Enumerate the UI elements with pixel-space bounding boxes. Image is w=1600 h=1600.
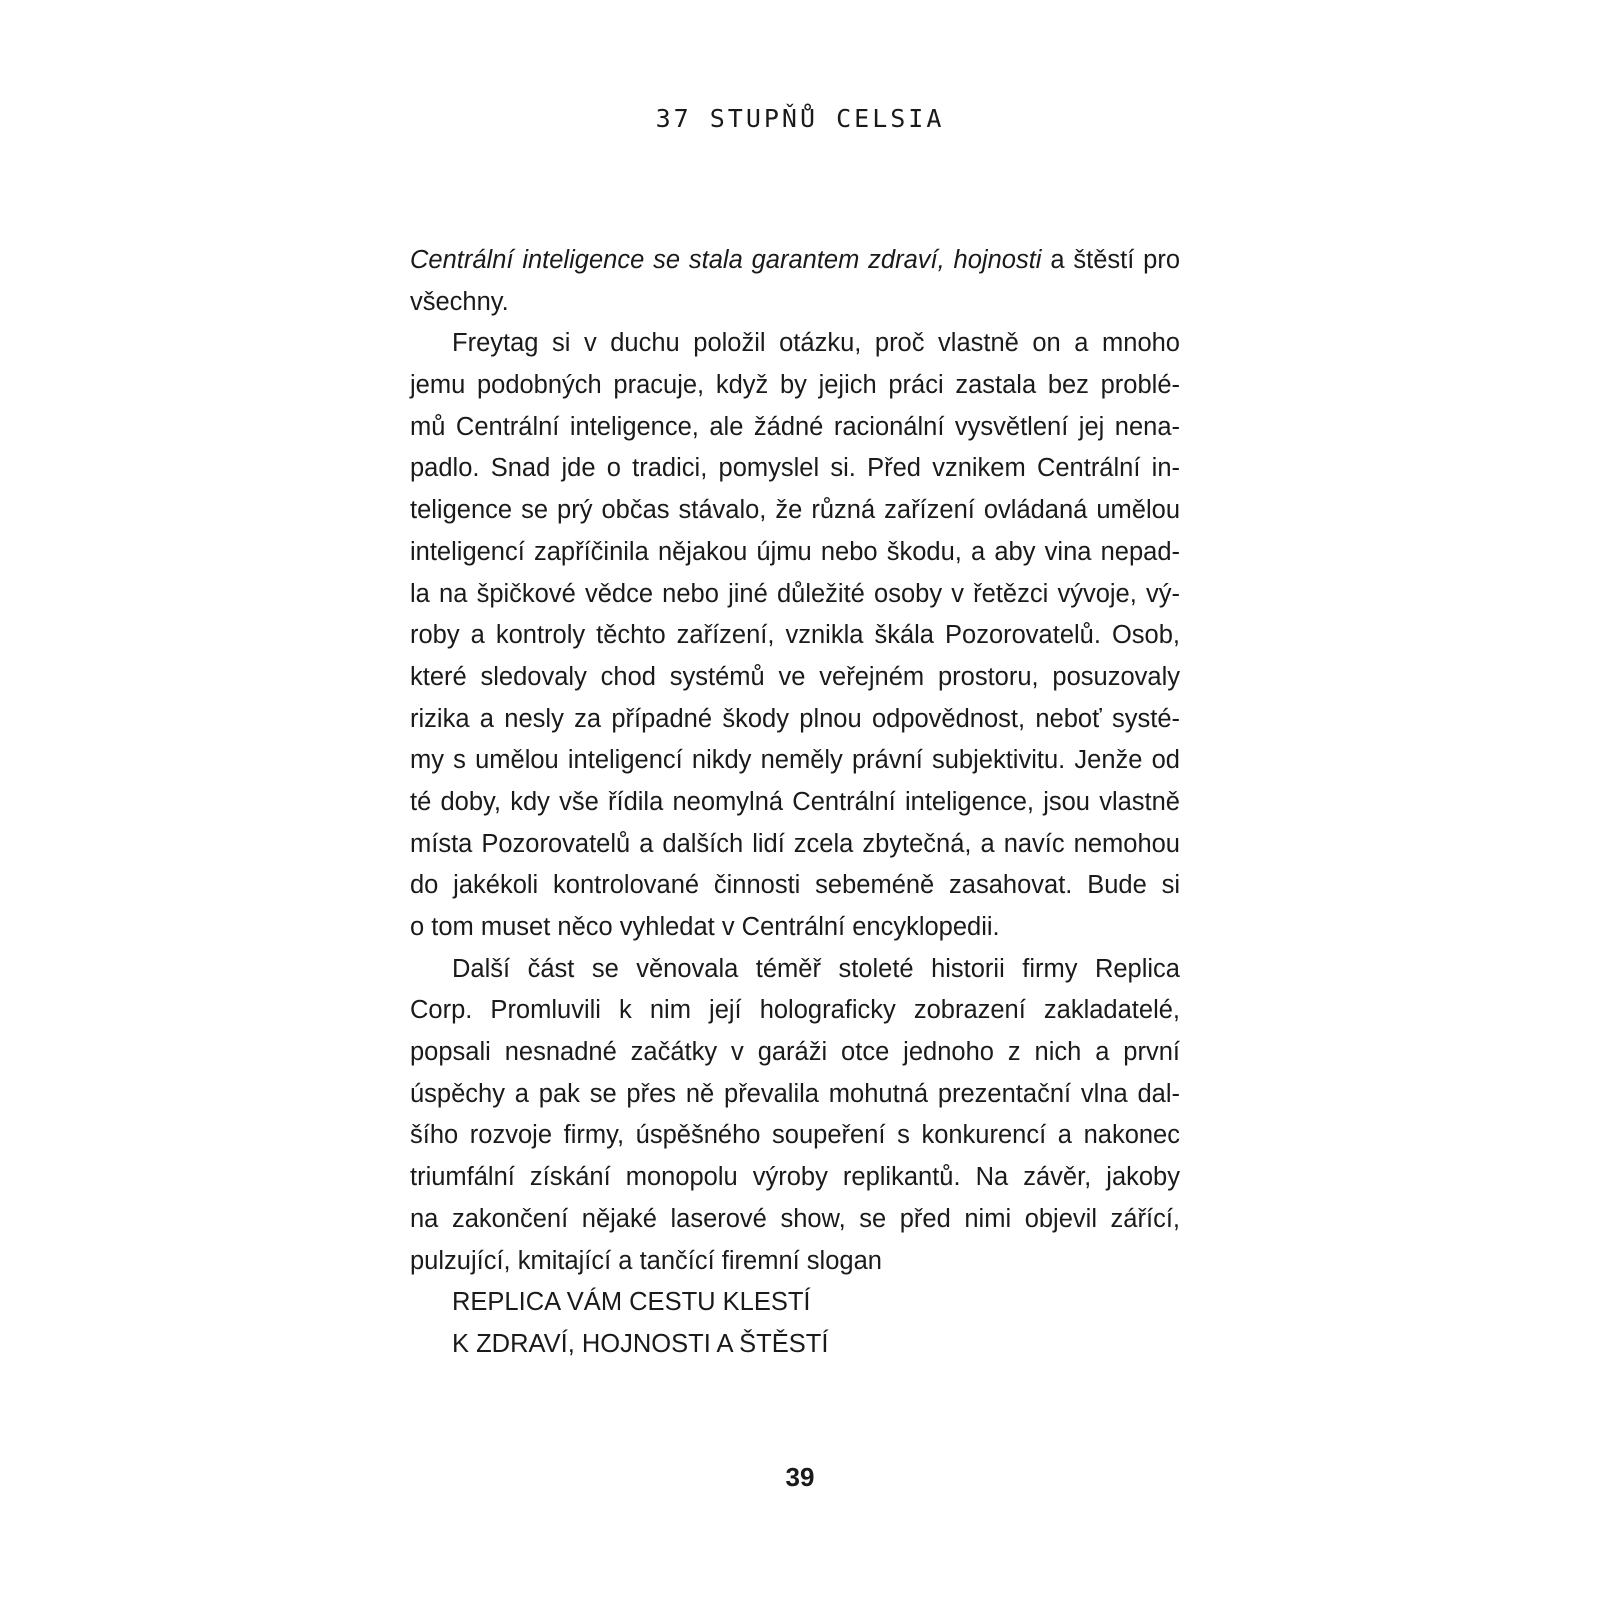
text-line: na zakončení nějaké laserové show, se před nimi objevil zářící,	[410, 1204, 1180, 1233]
text-line: úspěchy a pak se přes ně převalila mohutná prezentační vlna dal-	[410, 1079, 1180, 1108]
body-text	[410, 240, 1180, 1366]
text-line: té doby, kdy vše řídila neomylná Centrální inteligence, jsou vlastně	[410, 787, 1180, 816]
text-line: teligence se prý občas stávalo, že různá zařízení ovládaná umělou	[410, 496, 1180, 525]
text-line: rizika a nesly za případné škody plnou odpovědnost, neboť systé-	[410, 704, 1180, 733]
text-line: jemu podobných pracuje, když by jejich práci zastala bez problé-	[410, 371, 1180, 400]
text-line: triumfální získání monopolu výroby replikantů. Na závěr, jakoby	[410, 1163, 1180, 1192]
text-line: la na špičkové vědce nebo jiné důležité osoby v řetězci vývoje, vý-	[410, 579, 1180, 608]
page-number: 39	[785, 1462, 815, 1492]
text-line: roby a kontroly těchto zařízení, vznikla škála Pozorovatelů. Osob,	[410, 621, 1180, 650]
text-line: padlo. Snad jde o tradici, pomyslel si. Před vznikem Centrální in-	[410, 454, 1180, 483]
text-line: my s umělou inteligencí nikdy neměly právní subjektivitu. Jenže od	[410, 746, 1180, 775]
text-line-rest: a štěstí pro	[1041, 246, 1181, 274]
running-head: 37 STUPŇŮ CELSIA	[655, 104, 945, 133]
text-line	[410, 240, 1180, 282]
text-line: popsali nesnadné začátky v garáži otce jednoho z nich a první	[410, 1038, 1180, 1067]
italic-phrase: Centrální inteligence se stala garantem zdraví, hojnosti	[410, 246, 1042, 274]
text-line: pulzující, kmitající a tančící firemní slogan	[410, 1246, 882, 1275]
text-line: o tom muset něco vyhledat v Centrální encyklopedii.	[410, 913, 1000, 941]
slogan-line: K ZDRAVÍ, HOJNOSTI A ŠTĚSTÍ	[452, 1329, 829, 1358]
text-line: všechny.	[410, 287, 509, 316]
text-line: Corp. Promluvili k nim její holograficky zobrazení zakladatelé,	[410, 996, 1180, 1025]
text-line: šího rozvoje firmy, úspěšného soupeření s konkurencí a nakonec	[410, 1121, 1180, 1150]
slogan-line: REPLICA VÁM CESTU KLESTÍ	[452, 1288, 811, 1317]
text-line: které sledovaly chod systémů ve veřejném prostoru, posuzovaly	[410, 662, 1180, 691]
paragraph-first-line: Freytag si v duchu položil otázku, proč vlastně on a mnoho	[452, 329, 1180, 358]
text-line: mů Centrální inteligence, ale žádné racionální vysvětlení jej nena-	[410, 412, 1180, 441]
text-line: do jakékoli kontrolované činnosti sebeméně zasahovat. Bude si	[410, 871, 1180, 900]
text-line: inteligencí zapříčinila nějakou újmu nebo škodu, a aby vina nepad-	[410, 537, 1180, 566]
paragraph-first-line: Další část se věnovala téměř stoleté historii firmy Replica	[452, 954, 1180, 983]
text-line: místa Pozorovatelů a dalších lidí zcela zbytečná, a navíc nemohou	[410, 829, 1180, 858]
